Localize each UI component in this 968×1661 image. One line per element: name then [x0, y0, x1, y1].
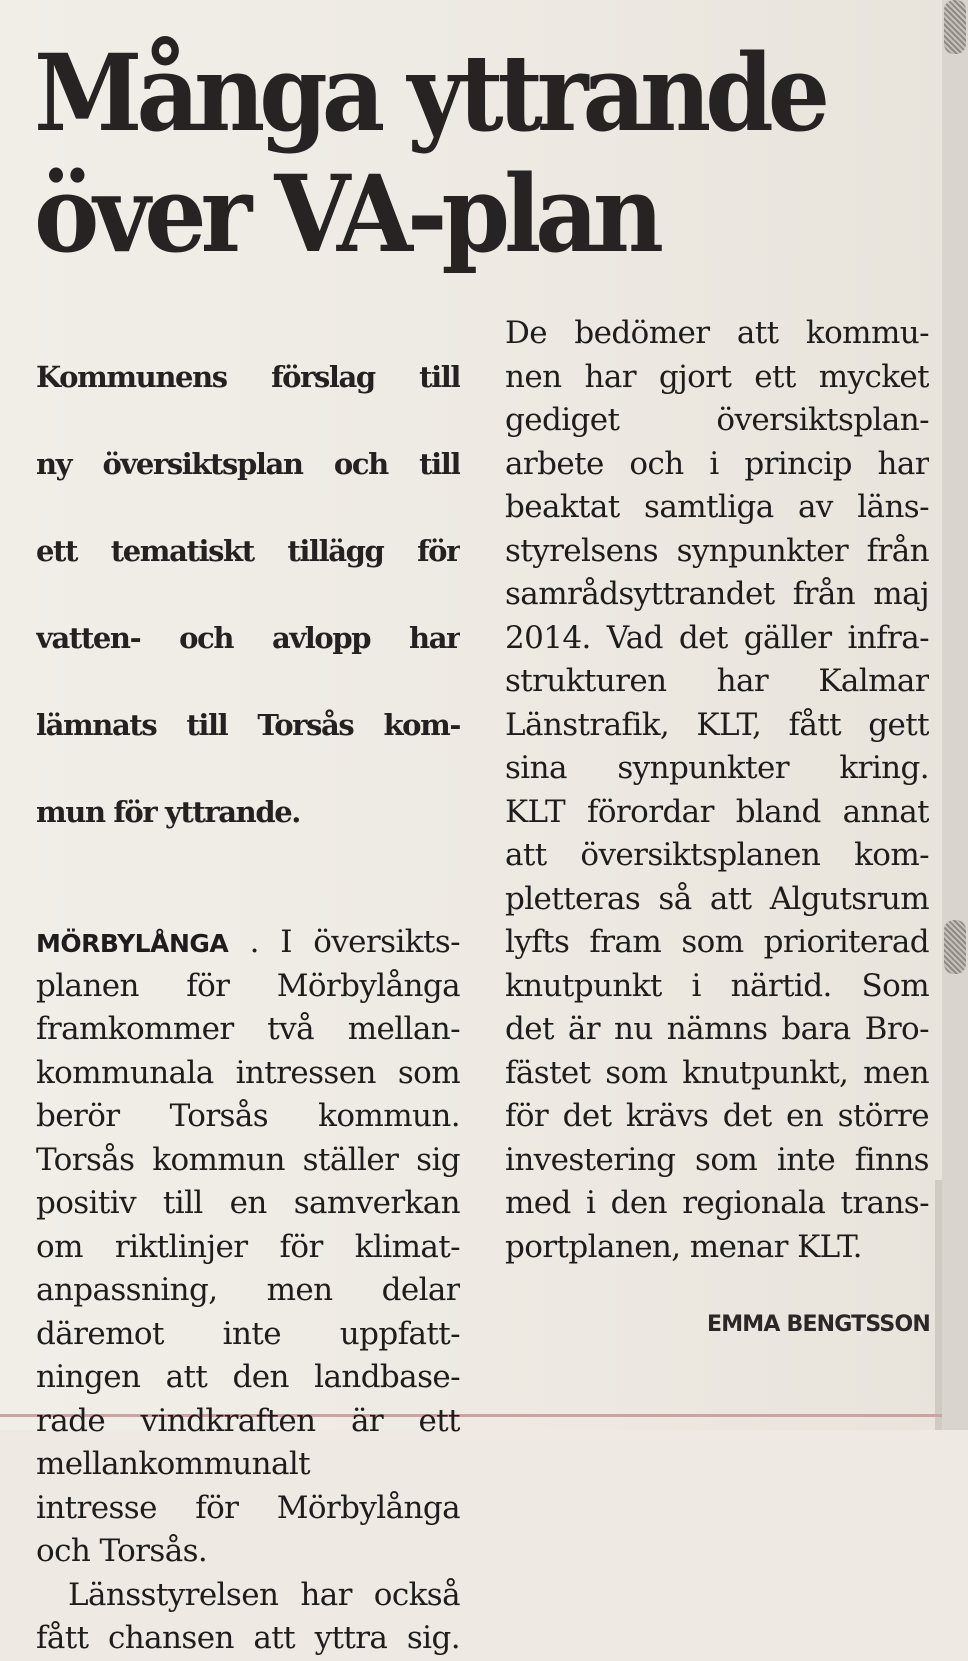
- body-line: för det krävs det en större: [505, 1098, 929, 1134]
- body-line: med i den regionala trans-: [505, 1185, 929, 1221]
- body-line: fått chansen att yttra sig.: [36, 1620, 460, 1656]
- body-line: samrådsyttrandet från maj: [505, 576, 929, 612]
- adjacent-column-edge: [935, 1180, 942, 1430]
- body-line: gediget översiktsplan-: [505, 402, 929, 438]
- ingress-line: Kommunens förslag till: [36, 359, 460, 394]
- body-line: styrelsens synpunkter från: [505, 532, 929, 569]
- body-line: kommunala intressen som: [36, 1054, 460, 1091]
- body-line: positiv till en samverkan: [36, 1185, 460, 1221]
- body-line: däremot inte uppfatt-: [36, 1315, 460, 1352]
- author-byline: EMMA BENGTSSON: [706, 1312, 930, 1337]
- body-line: 2014. Vad det gäller infra-: [505, 619, 929, 656]
- body-line: berör Torsås kommun.: [36, 1098, 460, 1134]
- ingress-line: mun för yttrande.: [36, 794, 300, 829]
- body-line: arbete och i princip har: [505, 445, 929, 482]
- body-line: intresse för Mörbylånga: [36, 1489, 460, 1526]
- body-line: MÖRBYLÅNGA . I översikts-: [36, 924, 460, 960]
- body-line: anpassning, men delar: [36, 1272, 460, 1308]
- body-line: knutpunkt i närtid. Som: [505, 967, 929, 1004]
- binder-hole: [944, 920, 966, 974]
- body-line: att översiktsplanen kom-: [505, 837, 929, 873]
- article-column-right: [505, 312, 929, 1269]
- body-line: om riktlinjer för klimat-: [36, 1228, 460, 1265]
- body-line: det är nu nämns bara Bro-: [505, 1011, 929, 1047]
- body-line: sina synpunkter kring.: [505, 750, 929, 786]
- article-column-left: [36, 312, 460, 1661]
- body-line: Länstrafik, KLT, fått gett: [505, 706, 929, 743]
- page-edge: [942, 0, 968, 1430]
- body-line: och Torsås.: [36, 1533, 208, 1569]
- body-line: De bedömer att kommu-: [505, 315, 929, 351]
- article-body-right: [505, 312, 929, 1269]
- article-headline: Många yttrande över VA-plan: [34, 31, 825, 277]
- ingress-line: lämnats till Torsås kom-: [36, 707, 460, 742]
- body-line: pletteras så att Algutsrum: [505, 880, 929, 917]
- body-line: Länsstyrelsen har också: [68, 1576, 460, 1613]
- body-line: portplanen, menar KLT.: [505, 1228, 862, 1265]
- body-line: rade vindkraften är ett: [36, 1402, 460, 1439]
- article-body-left: [36, 921, 460, 1661]
- body-line: Torsås kommun ställer sig: [36, 1141, 460, 1178]
- body-line: beaktat samtliga av läns-: [505, 489, 929, 525]
- body-line: strukturen har Kalmar: [505, 663, 929, 699]
- body-line: planen för Mörbylånga: [36, 967, 460, 1004]
- body-line: investering som inte finns: [505, 1141, 929, 1178]
- body-line: mellankommunalt: [36, 1446, 311, 1482]
- binder-hole: [944, 0, 966, 54]
- body-line: KLT förordar bland annat: [505, 793, 929, 830]
- dateline: MÖRBYLÅNGA: [36, 929, 229, 958]
- article-ingress: [36, 312, 460, 878]
- body-line: lyfts fram som prioriterad: [505, 924, 929, 960]
- body-line: ningen att den landbase-: [36, 1359, 460, 1395]
- body-line: fästet som knutpunkt, men: [505, 1054, 929, 1091]
- body-line: nen har gjort ett mycket: [505, 358, 929, 395]
- ingress-line: ny översiktsplan och till: [36, 446, 460, 481]
- body-line: framkommer två mellan-: [36, 1011, 460, 1047]
- ingress-line: vatten- och avlopp har: [36, 620, 460, 655]
- ingress-line: ett tematiskt tillägg för: [36, 533, 460, 568]
